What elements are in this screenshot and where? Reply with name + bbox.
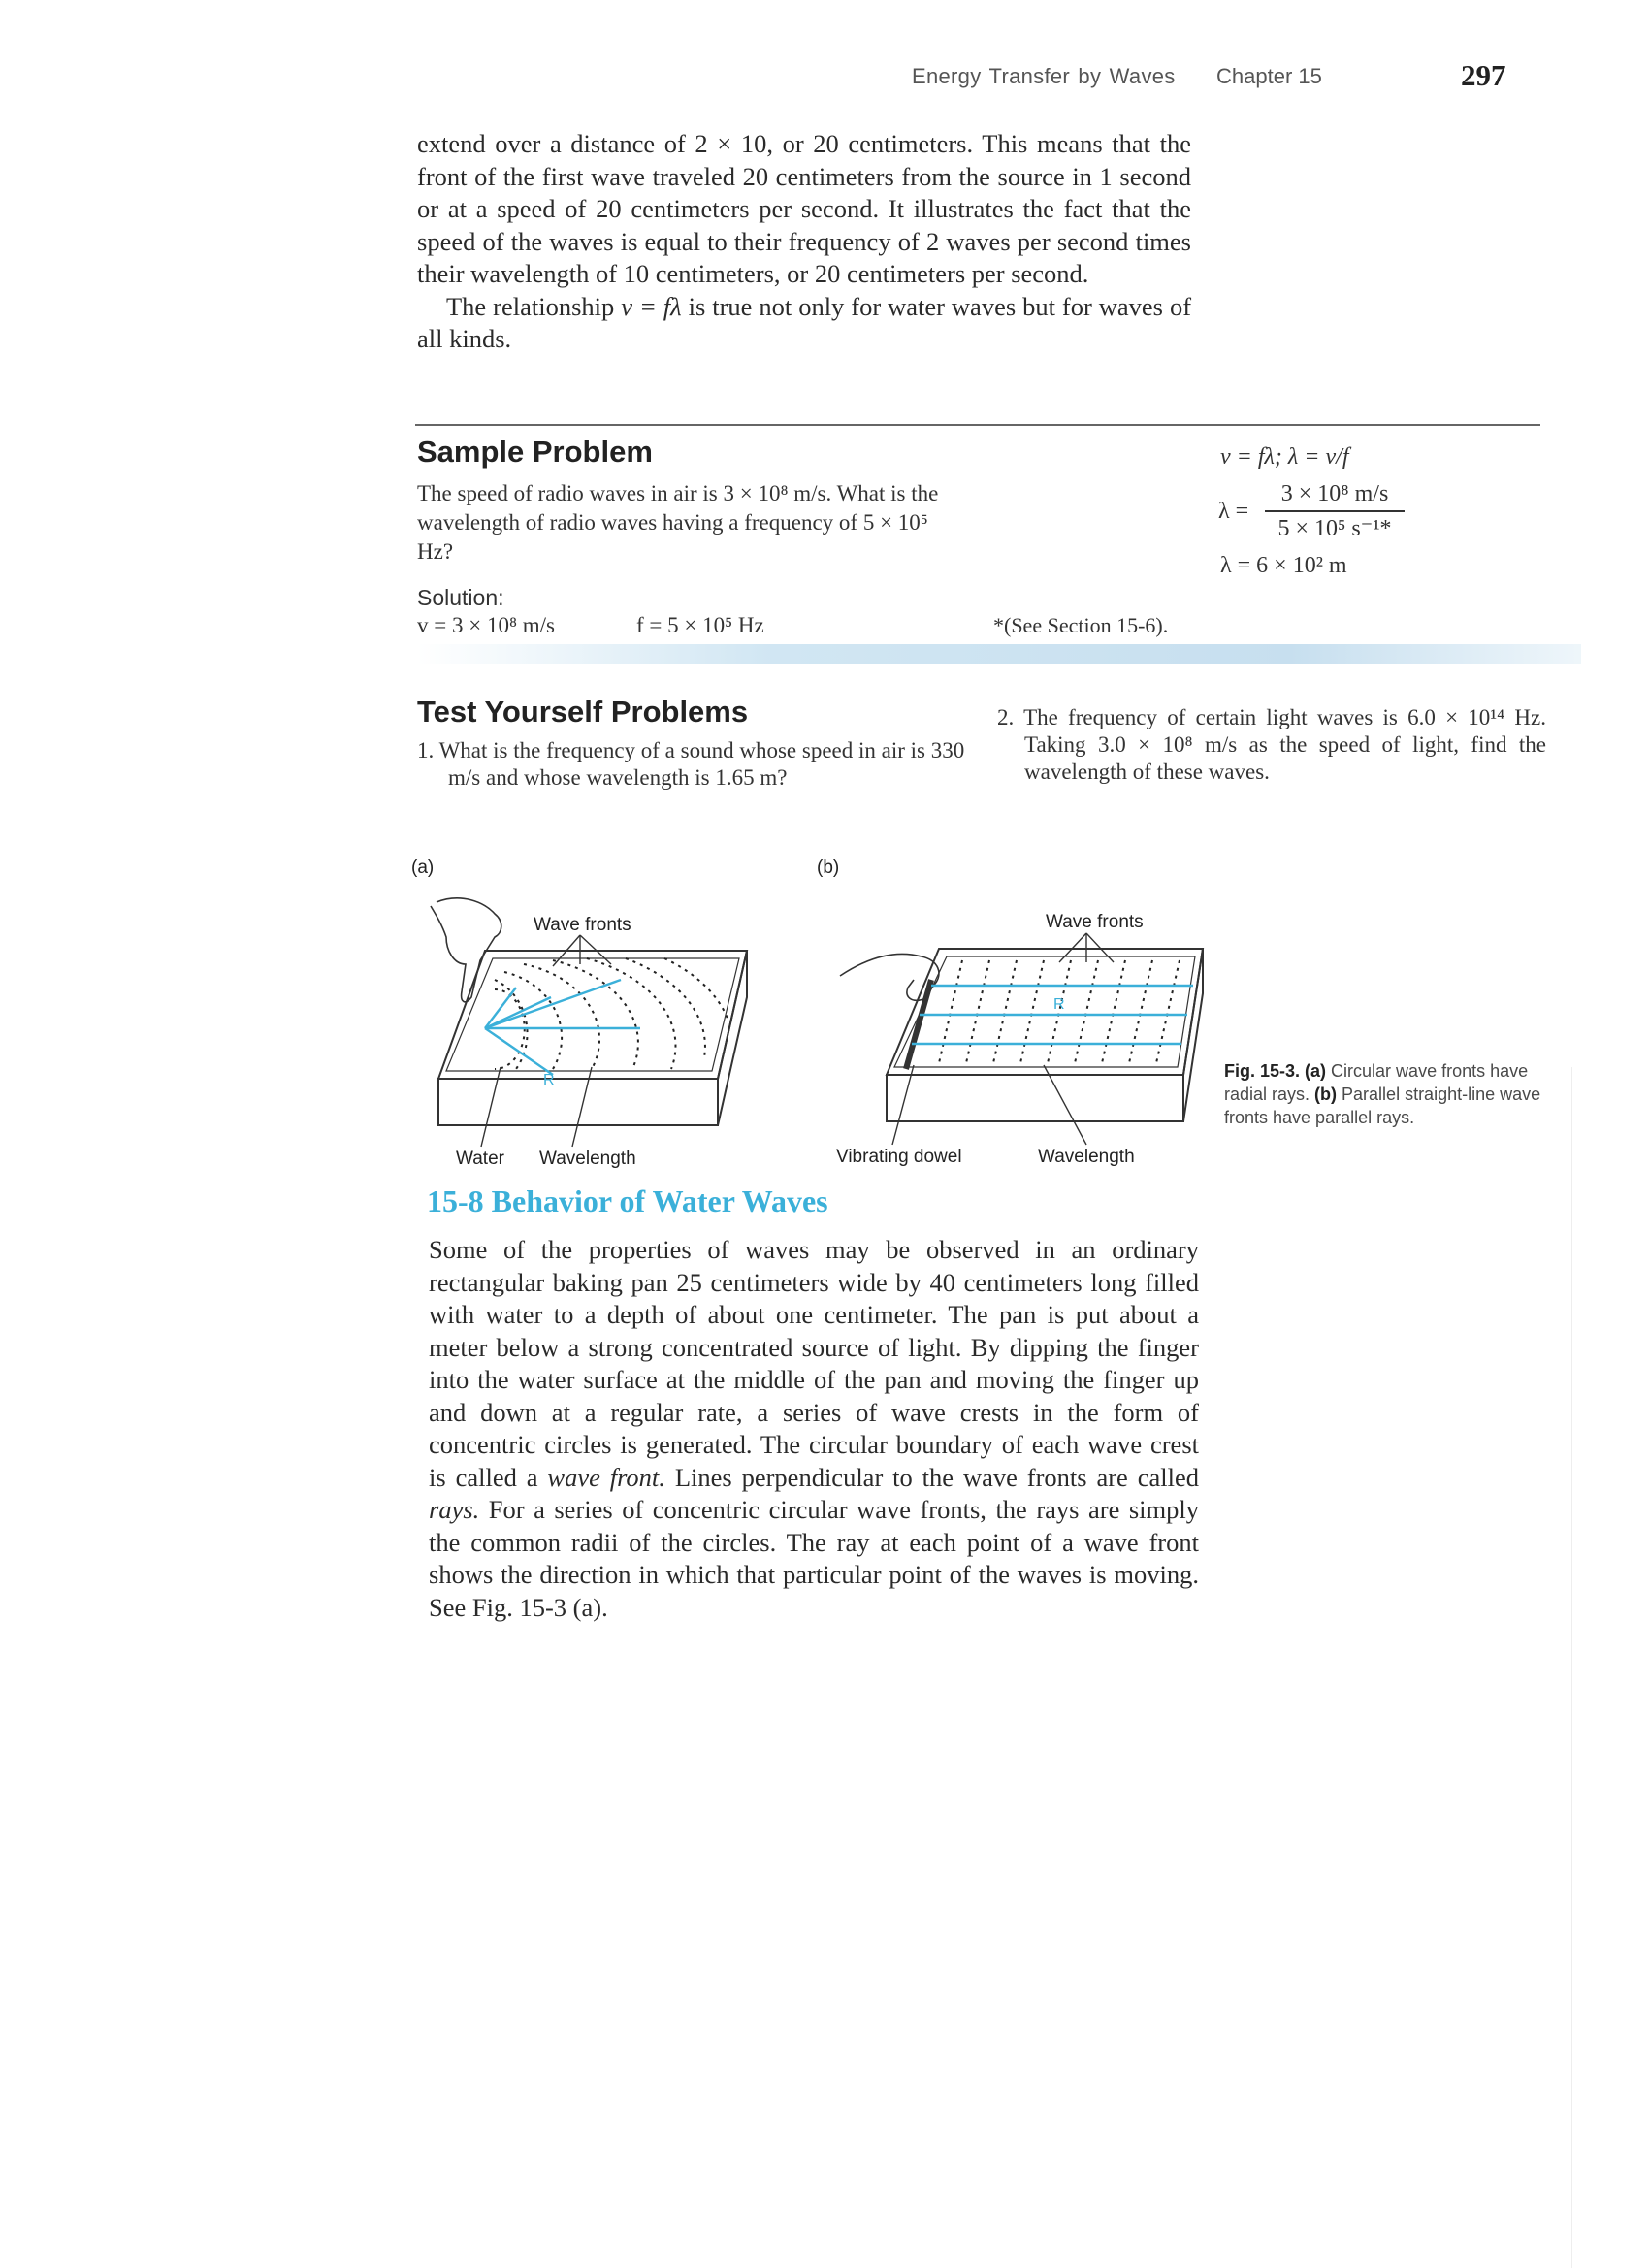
tank-a-wave-fronts [495,958,728,1069]
tank-a-rays [485,980,640,1075]
equation-relationship-text: v = fλ; λ = v/f [1220,444,1349,470]
figure-label-b: (b) [817,858,840,878]
hand-b-icon [840,954,939,1000]
equation-lambda-lhs: λ = [1218,499,1249,524]
equation-relationship [1220,444,1348,470]
solution-label: Solution: [417,585,504,610]
footnote: *(See Section 15-6). [993,613,1169,637]
caption-text-a: Circular wave fronts have radial rays. [1224,1061,1529,1104]
section-paragraph [429,1234,1199,1624]
wave-tank-figure [407,844,1212,1180]
test-yourself-title: Test Yourself Problems [417,695,749,729]
tank-b-wavelength-label: Wavelength [1038,1147,1135,1167]
tank-b-label-leaders [892,1065,1086,1145]
section-heading: 15-8 Behavior of Water Waves [427,1183,828,1218]
test-problem-1: 1. What is the frequency of a sound whose speed in air is 330 m/s and whose wavelength is 1.65 m? [417,738,965,790]
tank-b-wave-fronts-label: Wave fronts [1046,912,1144,932]
chapter-label: Chapter 15 [1216,64,1322,88]
sample-problem-title: Sample Problem [417,435,653,469]
tank-b-rim [887,949,1203,1075]
given-speed: v = 3 × 10⁸ m/s [417,613,555,637]
tank-b-illustration [840,949,1203,1121]
tank-a-water-label: Water [456,1149,504,1169]
tank-b-ray-label: R [1053,996,1065,1013]
tank-a-rim [438,951,747,1079]
tank-b-rays [912,986,1193,1044]
sample-problem-question: The speed of radio waves in air is 3 × 10⁸ m/s. What is the wavelength of radio waves having a frequency of 5 × 10⁵ Hz? [417,481,939,564]
intro-paragraph-2-end: is true not only for water waves but for waves of all kinds. [417,291,1192,353]
term-wave-front: wave front. [547,1462,665,1492]
figure-caption [1224,1059,1544,1129]
intro-text [417,128,1191,356]
intro-paragraph-1: extend over a distance of 2 × 10, or 20 centimeters. This means that the front of the first wave traveled 20 centimeters from the source in 1 second or at a speed of 20 centimeters per second. It illustrates the fact that the speed of the waves is equal to their frequency of 2 waves per second times their wavelength of 10 centimeters, or 20 centimeters per second. [417,129,1191,288]
equation-result: λ = 6 × 10² m [1220,553,1347,578]
section-divider [415,424,1540,426]
intro-paragraph-2 [417,291,1191,356]
intro-paragraph-2-start: The relationship [446,291,622,321]
tank-b-dowel-label: Vibrating dowel [836,1147,962,1167]
caption-part-a: (a) [1305,1061,1327,1081]
equation-numerator: 3 × 10⁸ m/s [1280,481,1389,506]
fraction-bar [1265,510,1405,512]
test-problem-2: 2. The frequency of certain light waves is 6.0 × 10¹⁴ Hz. Taking 3.0 × 10⁸ m/s as the speed of light, find the wavelength of these waves. [997,705,1546,784]
tank-a-ray-label: R [543,1072,555,1088]
section-text-part-3: For a series of concentric circular wave fronts, the rays are simply the common radii of the circles. The ray at each point of a wave front shows the direction in which that particular point of the waves is moving. See Fig. 15-3 (a). [429,1495,1199,1622]
section-text-part-2: Lines perpendicular to the wave fronts are called [664,1462,1199,1492]
section-text-part-1: Some of the properties of waves may be observed in an ordinary rectangular baking pan 25 centimeters wide by 40 centimeters long filled with water to a depth of about one centimeter. The pan is put about a meter below a strong concentrated source of light. By dipping the finger into the water surface at the middle of the pan and moving the finger up and down at a regular rate, a series of wave crests in the form of concentric circles is generated. The circular boundary of each wave crest is called a [429,1235,1199,1492]
tank-a-inner-rim [446,958,739,1071]
relationship-equation: v = fλ [621,291,682,321]
tank-b-right-side [1183,949,1203,1121]
scan-edge [1571,1067,1649,2268]
tank-a-wave-fronts-label: Wave fronts [534,915,631,935]
caption-text-b: Parallel straight-line wave fronts have parallel rays. [1224,1085,1541,1127]
tank-a-right-side [718,951,747,1125]
figure-label-a: (a) [411,858,435,878]
term-rays: rays. [429,1495,480,1524]
tank-a-wavelength-label: Wavelength [539,1149,636,1169]
page-number: 297 [1461,58,1506,92]
tank-a-front-side [438,1079,718,1125]
section-body [429,1234,1199,1624]
caption-fig-number: Fig. 15-3. [1224,1061,1301,1081]
sample-box-shading [417,644,1581,664]
tank-b-front-side [887,1075,1183,1121]
given-frequency: f = 5 × 10⁵ Hz [636,613,764,637]
running-title: Energy Transfer by Waves [912,64,1176,88]
caption-part-b: (b) [1314,1085,1338,1104]
equation-denominator: 5 × 10⁵ s⁻¹* [1277,516,1392,541]
